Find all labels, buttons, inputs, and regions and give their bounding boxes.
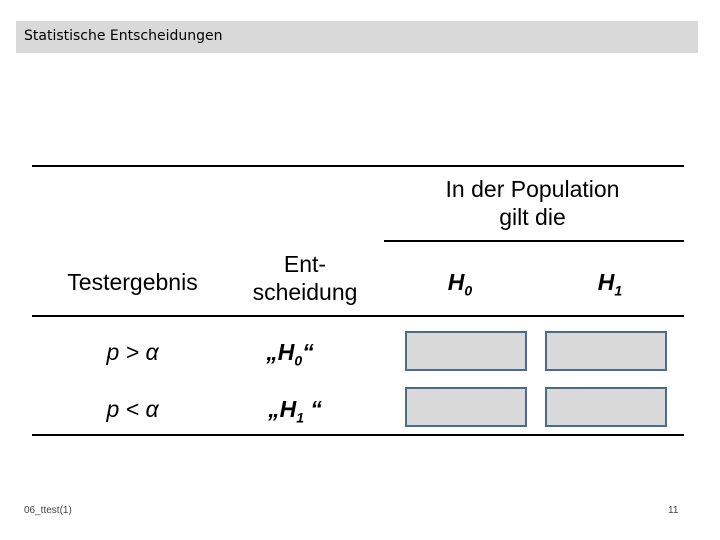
row1-decision	[230, 338, 350, 375]
col-decision-line2: scheidung	[252, 279, 358, 305]
col-result-header: Testergebnis	[67, 269, 198, 295]
population-header	[400, 175, 665, 231]
col-h1-header	[560, 268, 660, 305]
slide-title: Statistische Entscheidungen	[24, 28, 223, 44]
row2-h1-cell	[545, 387, 667, 427]
col-h0-header	[410, 268, 510, 305]
header-rule	[32, 315, 684, 317]
row1-h0-cell	[405, 331, 527, 371]
population-header-line1: In der Population	[445, 176, 620, 202]
footer-filename: 06_ttest(1)	[24, 505, 72, 516]
col-h1-sub: 1	[614, 282, 623, 299]
row1-decision-sub: 0	[294, 352, 303, 369]
row2-result: p < α	[106, 396, 159, 422]
col-decision-line1: Ent-	[283, 251, 327, 277]
title-bar	[16, 21, 698, 53]
population-rule	[384, 240, 684, 242]
row2-h0-cell	[405, 387, 527, 427]
row2-decision-open: „H	[268, 396, 297, 422]
col-h0-sub: 0	[464, 282, 473, 299]
row2-decision-close: “	[304, 396, 322, 422]
row1-h1-cell	[545, 331, 667, 371]
row2-decision	[230, 395, 360, 432]
bottom-rule	[32, 434, 684, 436]
row1-result: p > α	[106, 339, 159, 365]
col-h0-letter: H	[447, 269, 465, 295]
population-header-line2: gilt die	[499, 204, 566, 230]
page-number: 11	[668, 505, 679, 516]
col-decision-header	[230, 250, 380, 306]
row1-decision-open: „H	[266, 339, 295, 365]
col-h1-letter: H	[597, 269, 615, 295]
row2-decision-sub: 1	[296, 409, 305, 426]
top-rule	[32, 165, 684, 167]
row1-decision-close: “	[302, 339, 314, 365]
